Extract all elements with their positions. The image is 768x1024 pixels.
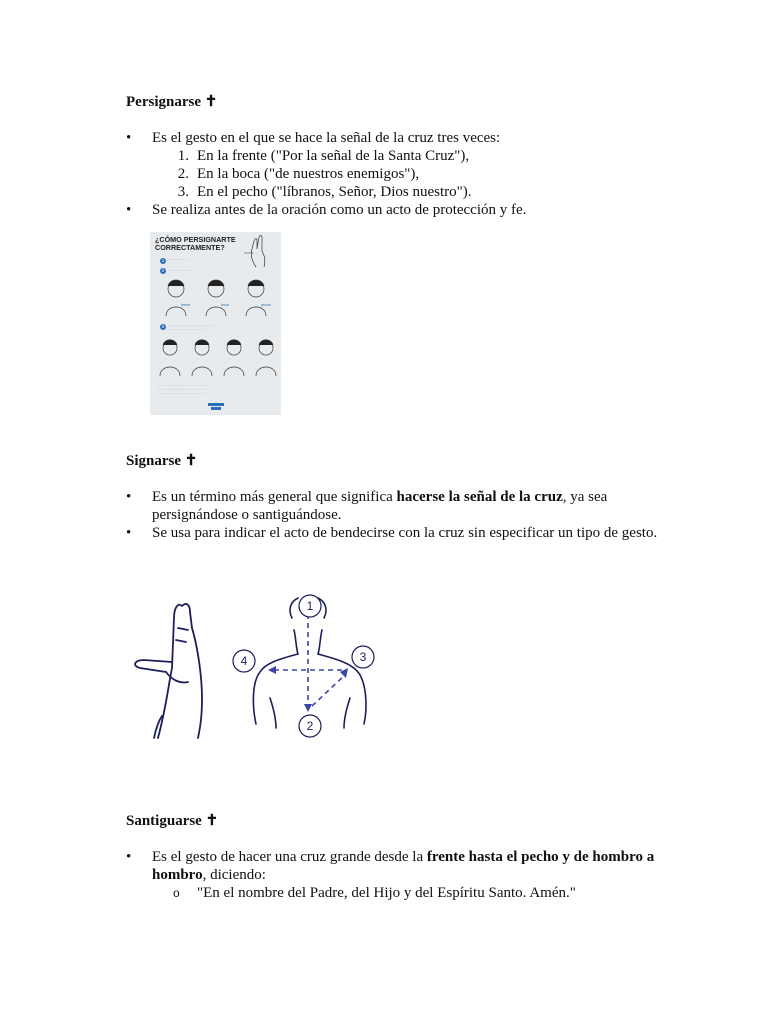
poster-label: boca — [221, 303, 229, 307]
figures-row-2 — [156, 336, 278, 382]
list-item-text: Se usa para indicar el acto de bendecirse con la cruz sin especificar un tipo de gesto. — [152, 525, 658, 541]
sub-list-item — [173, 884, 576, 902]
diagram-number: 1 — [306, 599, 314, 613]
diagram-number: 4 — [240, 654, 248, 668]
item-text: En la frente ("Por la señal de la Santa Cruz"), — [197, 148, 470, 164]
bullet-marker: • — [126, 202, 132, 218]
poster-label: pecho — [261, 303, 271, 307]
list-item-text: Es el gesto de hacer una cruz grande desde la frente hasta el pecho y de hombro a — [152, 849, 655, 865]
numbered-item — [167, 165, 419, 183]
figures-row-1 — [156, 276, 276, 320]
step-badge: 3 — [161, 324, 165, 329]
poster-label: frente — [181, 303, 191, 307]
bullet-marker: • — [126, 489, 132, 505]
list-item-text: Es el gesto en el que se hace la señal de la cruz tres veces: — [152, 130, 501, 146]
diagram-number: 3 — [359, 650, 367, 664]
item-number: 2. — [177, 166, 189, 182]
list-item-continuation: hombro, diciendo: — [152, 867, 266, 883]
hand-icon — [135, 604, 202, 738]
persignarse-poster-image — [150, 232, 281, 415]
poster-caption: · · · · · · · · · · · · · · · · · · · · · · · · · · · · · · · · · · · · · · · · · · · · · · · · · · · · · · · · · · · · · · · · · · · · · · · · · · · — [158, 384, 208, 396]
item-text: En la boca ("de nuestros enemigos"), — [197, 166, 420, 182]
heading-signarse: Signarse ✝ — [126, 453, 198, 469]
bullet-marker: • — [126, 130, 132, 146]
item-text: En el pecho ("líbranos, Señor, Dios nuestro"). — [197, 184, 472, 200]
bullet-marker: • — [126, 525, 132, 541]
list-item-continuation: persignándose o santiguándose. — [152, 507, 342, 523]
cross-path — [274, 614, 346, 710]
step-badge: 2 — [161, 268, 165, 273]
poster-logo-icon — [206, 402, 226, 412]
list-item-text: Se realiza antes de la oración como un acto de protección y fe. — [152, 202, 527, 218]
hand-sketch-icon — [242, 235, 278, 269]
step-badge: 1 — [161, 258, 165, 263]
item-number: 3. — [177, 184, 189, 200]
poster-caption: · · · · · · · · · · · · — [169, 269, 192, 273]
diagram-number: 2 — [306, 719, 314, 733]
sub-bullet-marker: o — [173, 886, 180, 900]
poster-caption: · · · · · · · · · · · · · · · · · · · · · · · · · · · · · · · · · · · · · · · · · · — [169, 324, 213, 332]
numbered-item — [167, 147, 469, 165]
sign-of-cross-diagram — [126, 588, 382, 744]
bullet-marker: • — [126, 849, 132, 865]
list-item-text: Es un término más general que significa hacerse la señal de la cruz, ya sea — [152, 489, 608, 505]
heading-persignarse: Persignarse ✝ — [126, 94, 218, 110]
poster-caption: · · · · · · · · · · — [169, 258, 188, 262]
numbered-item — [167, 183, 472, 201]
poster-title: ¿CÓMO PERSIGNARTE CORRECTAMENTE? — [155, 235, 236, 252]
item-number: 1. — [177, 148, 189, 164]
heading-santiguarse: Santiguarse ✝ — [126, 813, 219, 829]
prayer-quote: "En el nombre del Padre, del Hijo y del Espíritu Santo. Amén." — [197, 885, 576, 901]
